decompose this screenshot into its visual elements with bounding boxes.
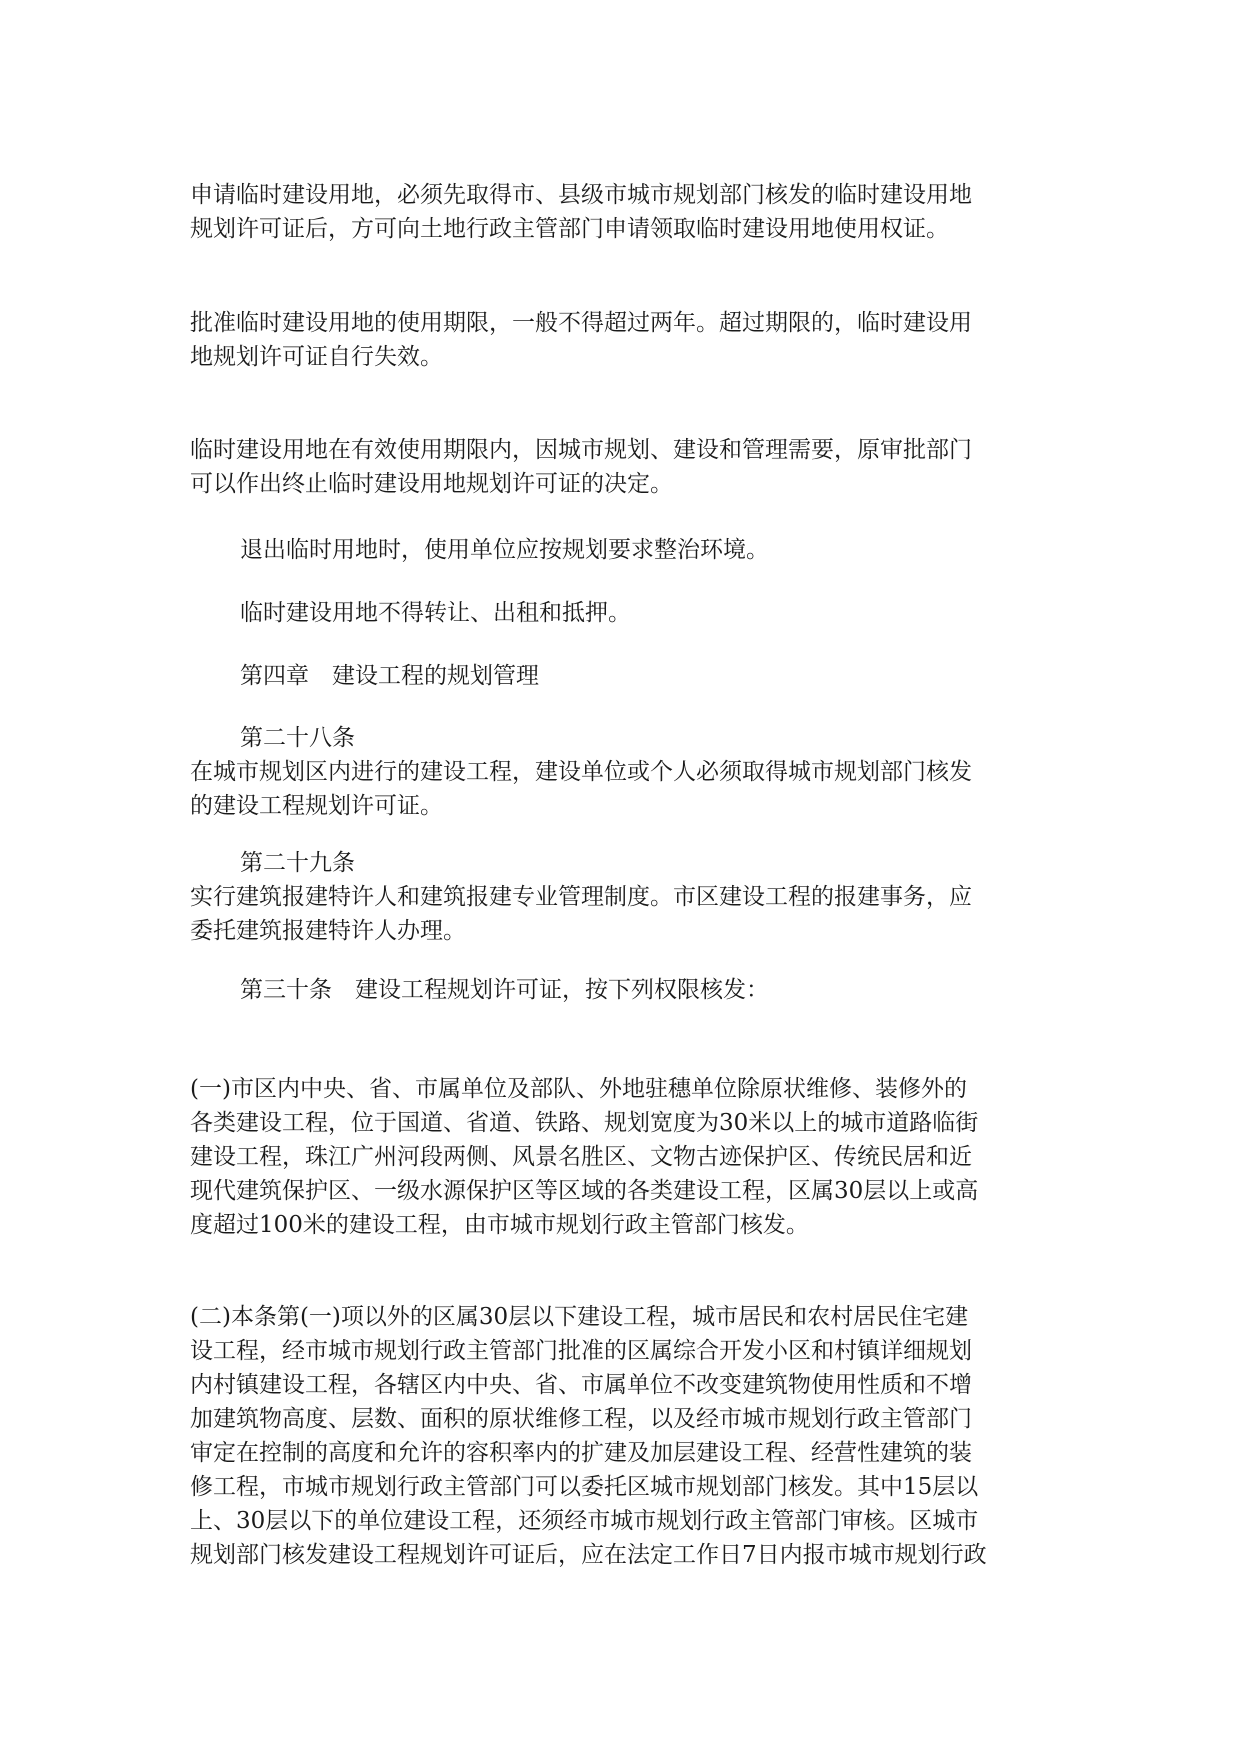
text-line: 退出临时用地时，使用单位应按规划要求整治环境。 (240, 537, 769, 563)
text-line: 在城市规划区内进行的建设工程，建设单位或个人必须取得城市规划部门核发 (190, 759, 972, 785)
text-line: 委托建筑报建特许人办理。 (190, 918, 466, 944)
text-line: 规划部门核发建设工程规划许可证后，应在法定工作日7日内报市城市规划行政 (190, 1542, 987, 1568)
text-line: 度超过100米的建设工程，由市城市规划行政主管部门核发。 (190, 1212, 809, 1238)
text-line: 规划许可证后，方可向土地行政主管部门申请领取临时建设用地使用权证。 (190, 216, 949, 242)
paragraph-termination-decision (190, 433, 1062, 501)
text-line: 现代建筑保护区、一级水源保护区等区域的各类建设工程，区属30层以上或高 (190, 1178, 979, 1204)
text-line: 加建筑物高度、层数、面积的原状维修工程，以及经市城市规划行政主管部门 (190, 1406, 972, 1432)
text-line: (一)市区内中央、省、市属单位及部队、外地驻穗单位除原状维修、装修外的 (190, 1076, 967, 1102)
text-line: 临时建设用地在有效使用期限内，因城市规划、建设和管理需要，原审批部门 (190, 437, 972, 463)
text-line: (二)本条第(一)项以外的区属30层以下建设工程，城市居民和农村居民住宅建 (190, 1304, 969, 1330)
article-30 (240, 973, 1062, 1007)
article-heading: 第二十九条 (240, 850, 355, 876)
paragraph-no-transfer (240, 596, 1062, 630)
text-line: 申请临时建设用地，必须先取得市、县级市城市规划部门核发的临时建设用地 (190, 182, 972, 208)
text-line: 临时建设用地不得转让、出租和抵押。 (240, 600, 631, 626)
text-line: 修工程，市城市规划行政主管部门可以委托区城市规划部门核发。其中15层以 (190, 1474, 979, 1500)
text-line: 实行建筑报建特许人和建筑报建专业管理制度。市区建设工程的报建事务，应 (190, 884, 972, 910)
text-line: 内村镇建设工程，各辖区内中央、省、市属单位不改变建筑物使用性质和不增 (190, 1372, 972, 1398)
article-29 (190, 846, 1062, 948)
article-28 (190, 721, 1062, 823)
paragraph-temporary-land-application (190, 178, 1062, 246)
text-line: 设工程，经市城市规划行政主管部门批准的区属综合开发小区和村镇详细规划 (190, 1338, 972, 1364)
article-heading: 第三十条 建设工程规划许可证，按下列权限核发： (240, 977, 769, 1003)
text-line: 可以作出终止临时建设用地规划许可证的决定。 (190, 471, 673, 497)
text-line: 建设工程，珠江广州河段两侧、风景名胜区、文物古迹保护区、传统民居和近 (190, 1144, 972, 1170)
text-line: 批准临时建设用地的使用期限，一般不得超过两年。超过期限的，临时建设用 (190, 310, 972, 336)
item-2-district-authority (190, 1300, 1062, 1572)
item-1-city-authority (190, 1072, 1062, 1242)
chapter-title: 第四章 建设工程的规划管理 (240, 663, 539, 689)
chapter-heading (240, 659, 1062, 693)
text-line: 地规划许可证自行失效。 (190, 344, 443, 370)
paragraph-exit-temporary-land (240, 533, 1062, 567)
text-line: 各类建设工程，位于国道、省道、铁路、规划宽度为30米以上的城市道路临街 (190, 1110, 979, 1136)
text-line: 审定在控制的高度和允许的容积率内的扩建及加层建设工程、经营性建筑的装 (190, 1440, 972, 1466)
text-line: 的建设工程规划许可证。 (190, 793, 443, 819)
article-heading: 第二十八条 (240, 725, 355, 751)
text-line: 上、30层以下的单位建设工程，还须经市城市规划行政主管部门审核。区城市 (190, 1508, 979, 1534)
paragraph-usage-period (190, 306, 1062, 374)
